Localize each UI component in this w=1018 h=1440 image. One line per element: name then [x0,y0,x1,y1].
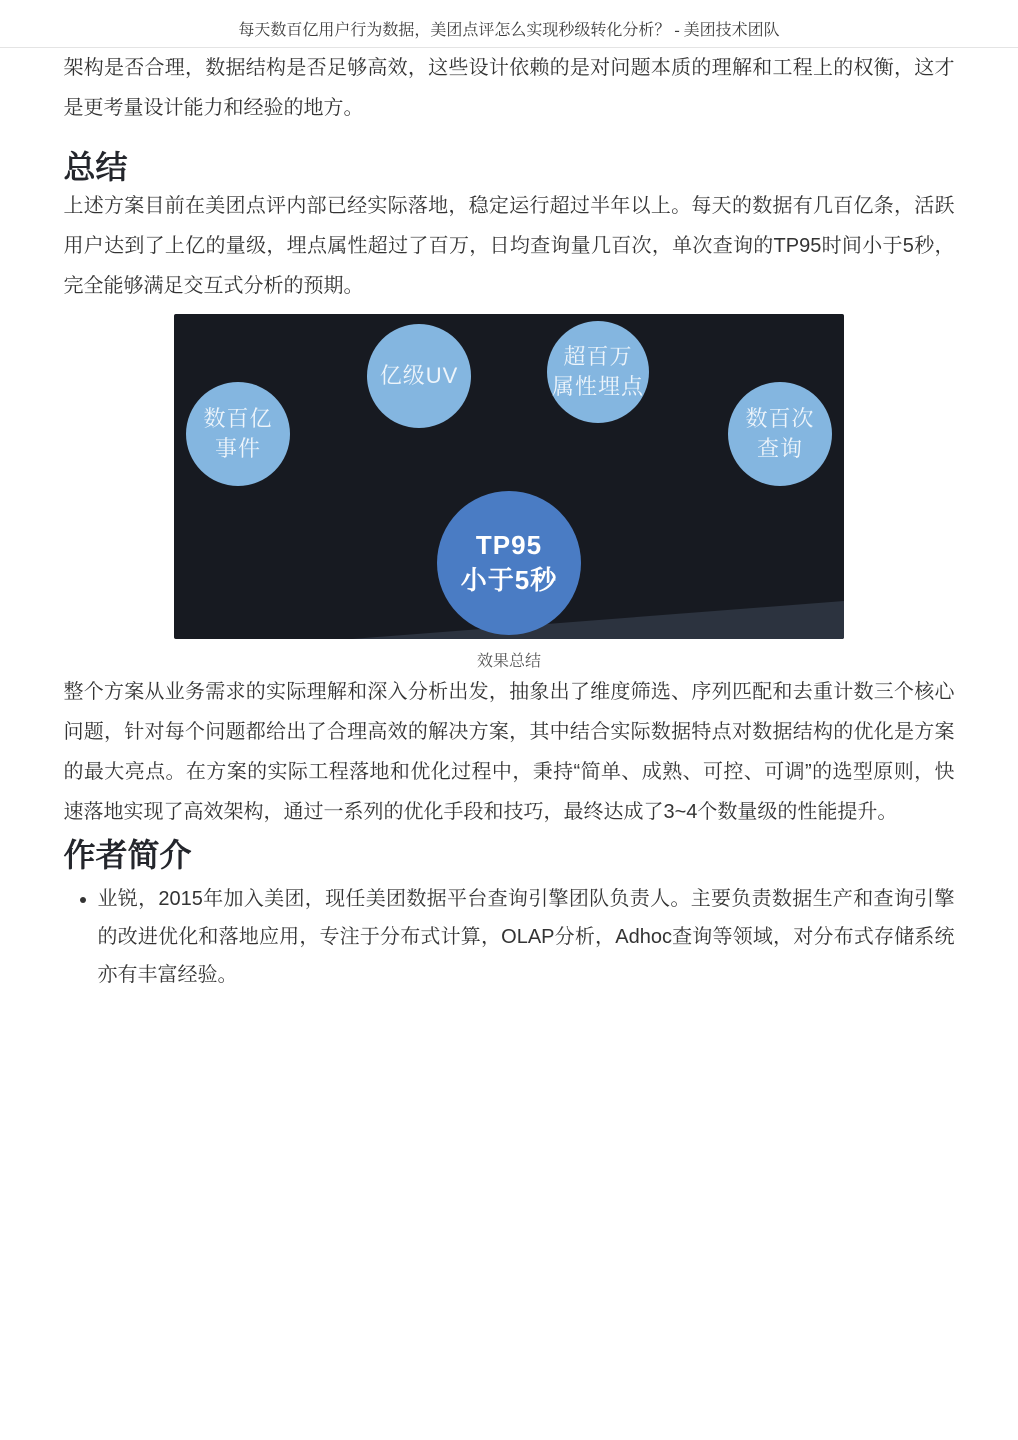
summary-heading: 总结 [63,149,128,185]
author-heading: 作者简介 [63,837,192,873]
article-content [64,48,955,994]
bubble-label-line: TP95 [475,530,543,560]
intro-paragraph: 架构是否合理，数据结构是否足够高效，这些设计依赖的是对问题本质的理解和工程上的权衡，这才是更考量设计能力和经验的地方。 [63,57,955,119]
bubble-million-attributes [547,321,649,423]
bubble-tp95-under-5s [437,491,581,635]
bubble-label-line: 数百次 [745,406,815,431]
figure-caption: 效果总结 [476,653,541,670]
bubble-label-line: 亿级UV [379,363,459,388]
bubble-label-line: 查询 [756,436,803,461]
bubble-hundreds-of-queries [728,382,832,486]
conclusion-paragraph: 整个方案从业务需求的实际理解和深入分析出发，抽象出了维度筛选、序列匹配和去重计数三个核心问题，针对每个问题都给出了合理高效的解决方案，其中结合实际数据特点对数据结构的优化是方案的最大亮点。在方案的实际工程落地和优化过程中，秉持“简单、成熟、可控、可调”的选型原则，快速落地实现了高效架构，通过一系列的优化手段和技巧，最终达成了3~4个数量级的性能提升。 [63,681,955,823]
results-figure-image [174,314,844,639]
bubble-billions-events [186,382,290,486]
results-figure [64,314,955,672]
page-header [0,0,1018,48]
bubble-label-line: 属性埋点 [551,374,644,399]
bubble-label-line: 超百万 [563,344,633,369]
author-bio-item: • 业锐，2015年加入美团，现任美团数据平台查询引擎团队负责人。主要负责数据生产和查询引擎的改进优化和落地应用，专注于分布式计算，OLAP分析，Adhoc查询等领域，对分布式存储系统亦有丰富经验。 [98,880,955,994]
bubble-hundred-million-uv [367,324,471,428]
summary-paragraph: 上述方案目前在美团点评内部已经实际落地，稳定运行超过半年以上。每天的数据有几百亿条，活跃用户达到了上亿的量级，埋点属性超过了百万，日均查询量几百次，单次查询的TP95时间小于5秒，完全能够满足交互式分析的预期。 [63,195,955,297]
bubble-label-line: 数百亿 [203,406,273,431]
author-list [64,880,955,994]
page-header-title: 每天数百亿用户行为数据，美团点评怎么实现秒级转化分析？ - 美团技术团队 [238,22,780,39]
figure-floor-wedge [352,601,844,639]
bubble-label-line: 事件 [214,436,261,461]
bubble-label-line: 小于5秒 [460,565,558,595]
